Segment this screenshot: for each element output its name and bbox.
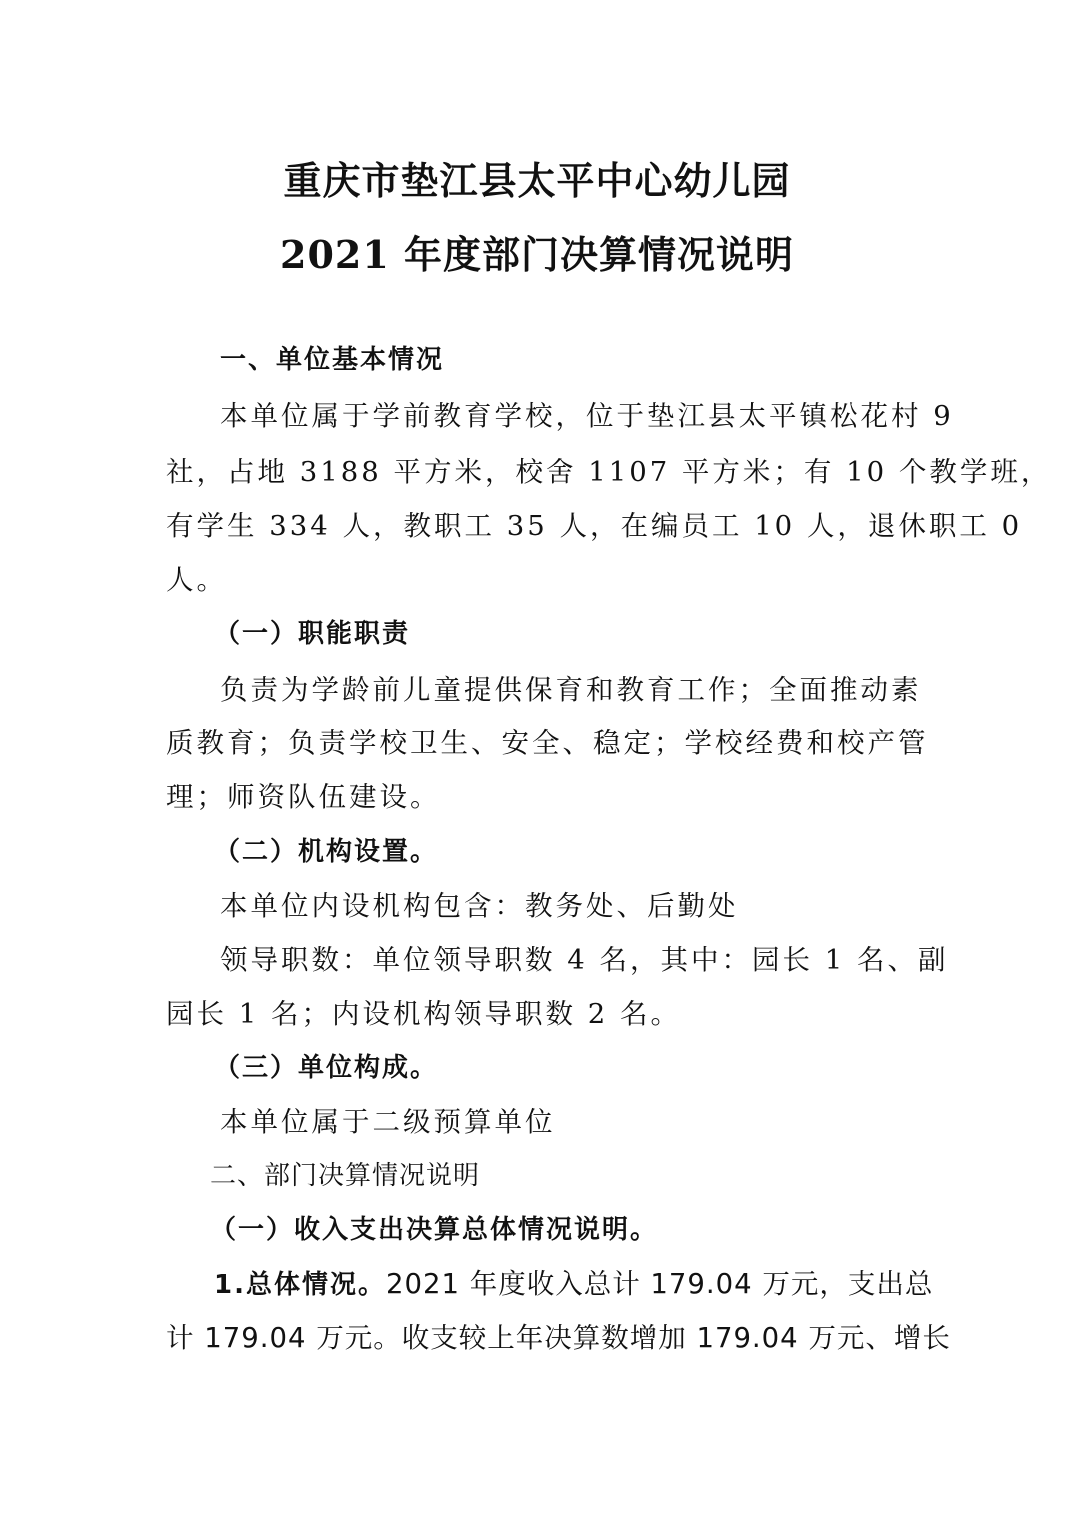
overall-label: 1.总体情况。 (214, 1270, 386, 1300)
paragraph-line: 计 179.04 万元。收支较上年决算数增加 179.04 万元、增长 (166, 1322, 951, 1354)
paragraph-line: 本单位属于学前教育学校，位于垫江县太平镇松花村 9 (220, 400, 954, 432)
paragraph-line: 社，占地 3188 平方米，校舍 1107 平方米；有 10 个教学班， (166, 456, 1052, 488)
paragraph-line: 园长 1 名；内设机构领导职数 2 名。 (166, 998, 681, 1030)
subsection-heading-composition: （三）单位构成。 (214, 1053, 439, 1083)
paragraph-line: 质教育；负责学校卫生、安全、稳定；学校经费和校产管 (166, 727, 929, 759)
paragraph-line: 负责为学龄前儿童提供保育和教育工作；全面推动素 (220, 674, 922, 706)
paragraph-line: 人。 (166, 564, 227, 596)
document-title-line-1: 重庆市垫江县太平中心幼儿园 (283, 158, 791, 203)
paragraph-line: 有学生 334 人，教职工 35 人，在编员工 10 人，退休职工 0 (166, 510, 1023, 542)
paragraph-line: 领导职数：单位领导职数 4 名，其中：园长 1 名、副 (220, 944, 949, 976)
document-title-line-2: 2021 年度部门决算情况说明 (280, 232, 794, 277)
paragraph-line-overall (214, 1264, 934, 1305)
subsection-heading-organization: （二）机构设置。 (214, 837, 439, 867)
overall-text: 2021 年度收入总计 179.04 万元，支出总 (385, 1268, 934, 1300)
subsection-heading-duties: （一）职能职责 (214, 619, 411, 649)
paragraph-line: 本单位属于二级预算单位 (220, 1106, 556, 1138)
subsection-heading-income-expense: （一）收入支出决算总体情况说明。 (210, 1215, 659, 1245)
section-heading-basic-info: 一、单位基本情况 (220, 345, 445, 375)
section-heading-final-accounts: 二、部门决算情况说明 (210, 1161, 481, 1191)
paragraph-line: 理；师资队伍建设。 (166, 781, 441, 813)
paragraph-line: 本单位内设机构包含：教务处、后勤处 (220, 890, 739, 922)
